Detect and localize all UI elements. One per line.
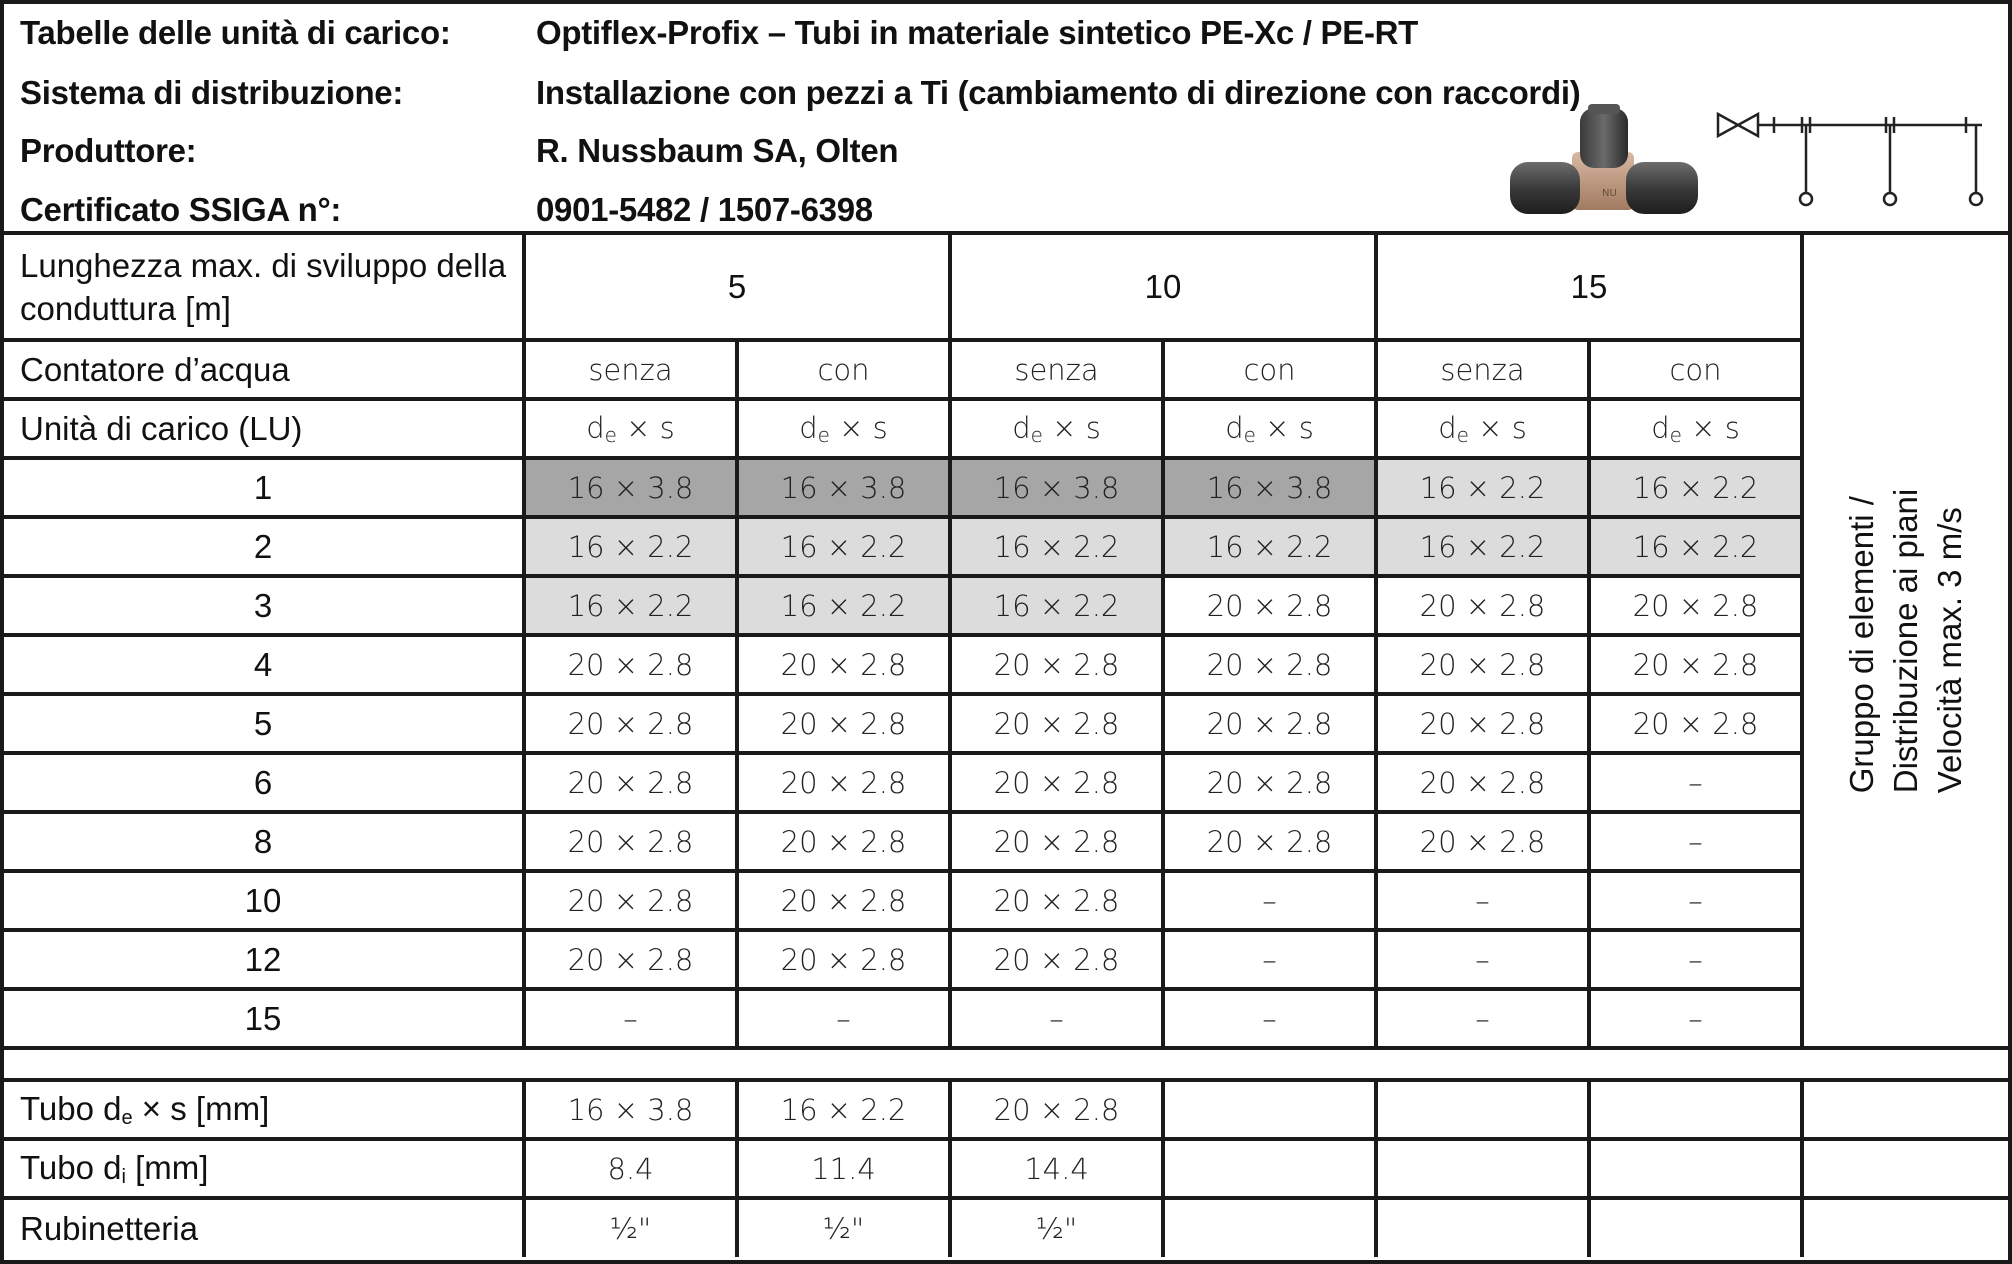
pipe-size-cell: 16 × 2.2 bbox=[1376, 458, 1589, 517]
pipe-size-cell: – bbox=[1589, 989, 1802, 1048]
fittings-cell bbox=[1589, 1198, 1802, 1257]
length-10: 10 bbox=[950, 235, 1376, 340]
pipe-size-cell: 20 × 2.8 bbox=[1163, 635, 1376, 694]
pipe-size-cell: – bbox=[737, 989, 950, 1048]
pipe-size-cell: 20 × 2.8 bbox=[737, 812, 950, 871]
pipe-size-cell: 20 × 2.8 bbox=[524, 871, 737, 930]
inner-diameter-cell bbox=[1589, 1139, 1802, 1198]
certificate-value: 0901-5482 / 1507-6398 bbox=[536, 191, 873, 228]
load-unit-value: 6 bbox=[4, 753, 524, 812]
meter-option: con bbox=[737, 340, 950, 399]
inner-diameter-cell: 11.4 bbox=[737, 1139, 950, 1198]
pipe-size-cell: 20 × 2.8 bbox=[737, 635, 950, 694]
length-15: 15 bbox=[1376, 235, 1802, 340]
table-row bbox=[4, 517, 2008, 576]
pipe-size-cell: 20 × 2.8 bbox=[737, 694, 950, 753]
side-note bbox=[1802, 235, 2008, 1048]
load-unit-value: 10 bbox=[4, 871, 524, 930]
pipe-size-cell: 20 × 2.8 bbox=[524, 812, 737, 871]
load-unit-table bbox=[4, 235, 2008, 1257]
outer-diameter-cell bbox=[1376, 1080, 1589, 1139]
outer-diameter-cell: 16 × 3.8 bbox=[524, 1080, 737, 1139]
side-note-line-2: Distribuzione ai piani bbox=[1887, 488, 1925, 793]
pipe-size-cell: 20 × 2.8 bbox=[950, 812, 1163, 871]
pipe-size-cell: 20 × 2.8 bbox=[737, 753, 950, 812]
pipe-size-cell: 16 × 2.2 bbox=[524, 517, 737, 576]
pipe-size-cell: 20 × 2.8 bbox=[1376, 694, 1589, 753]
inner-diameter-cell bbox=[1163, 1139, 1376, 1198]
producer-value: R. Nussbaum SA, Olten bbox=[536, 132, 899, 169]
pipe-size-cell: 16 × 2.2 bbox=[1376, 517, 1589, 576]
producer-label: Produttore: bbox=[20, 132, 197, 169]
fittings-label: Rubinetteria bbox=[4, 1198, 524, 1257]
outer-diameter-cell bbox=[1802, 1080, 2008, 1139]
table-row bbox=[4, 812, 2008, 871]
pipe-size-cell: – bbox=[1163, 930, 1376, 989]
pipe-size-cell: 20 × 2.8 bbox=[1376, 576, 1589, 635]
pipe-size-cell: 20 × 2.8 bbox=[950, 635, 1163, 694]
length-5: 5 bbox=[524, 235, 950, 340]
table-row bbox=[4, 576, 2008, 635]
load-unit-value: 3 bbox=[4, 576, 524, 635]
load-unit-value: 8 bbox=[4, 812, 524, 871]
system-label: Sistema di distribuzione: bbox=[20, 74, 404, 111]
pipe-size-cell: – bbox=[1163, 871, 1376, 930]
tee-fitting-icon bbox=[1504, 104, 1704, 229]
fittings-cell bbox=[1376, 1198, 1589, 1257]
pipe-size-cell: – bbox=[524, 989, 737, 1048]
pipe-size-cell: 20 × 2.8 bbox=[737, 871, 950, 930]
table-row bbox=[4, 635, 2008, 694]
pipe-size-cell: 20 × 2.8 bbox=[524, 930, 737, 989]
pipe-size-cell: 20 × 2.8 bbox=[737, 930, 950, 989]
dimension-header: $d_e \times s$ bbox=[1376, 399, 1589, 458]
load-unit-value: 4 bbox=[4, 635, 524, 694]
pipe-size-cell: 16 × 2.2 bbox=[950, 517, 1163, 576]
meter-option: senza bbox=[1376, 340, 1589, 399]
pipe-row bbox=[4, 1080, 2008, 1139]
outer-diameter-cell bbox=[1163, 1080, 1376, 1139]
pipe-size-cell: 20 × 2.8 bbox=[1589, 635, 1802, 694]
table-label: Tabelle delle unità di carico: bbox=[20, 14, 451, 51]
pipe-size-cell: – bbox=[1589, 930, 1802, 989]
pipe-size-cell: 20 × 2.8 bbox=[950, 930, 1163, 989]
pipe-size-cell: 16 × 3.8 bbox=[1163, 458, 1376, 517]
pipe-size-cell: 20 × 2.8 bbox=[1163, 576, 1376, 635]
pipe-size-cell: 20 × 2.8 bbox=[1376, 812, 1589, 871]
meter-option: senza bbox=[524, 340, 737, 399]
pipe-size-cell: 20 × 2.8 bbox=[1589, 576, 1802, 635]
outer-diameter-cell bbox=[1589, 1080, 1802, 1139]
load-unit-value: 15 bbox=[4, 989, 524, 1048]
pipe-size-cell: 20 × 2.8 bbox=[524, 753, 737, 812]
pipe-size-cell: – bbox=[950, 989, 1163, 1048]
load-unit-value: 12 bbox=[4, 930, 524, 989]
pipe-size-cell: 16 × 2.2 bbox=[1589, 458, 1802, 517]
pipe-size-cell: 16 × 2.2 bbox=[737, 576, 950, 635]
pipe-size-cell: 16 × 2.2 bbox=[737, 517, 950, 576]
meter-option: con bbox=[1589, 340, 1802, 399]
pipe-size-cell: 20 × 2.8 bbox=[950, 694, 1163, 753]
pipe-size-cell: 16 × 3.8 bbox=[524, 458, 737, 517]
svg-text:NU: NU bbox=[1602, 188, 1617, 199]
certificate-label: Certificato SSIGA n°: bbox=[20, 191, 342, 228]
dimension-header: $d_e \times s$ bbox=[1589, 399, 1802, 458]
pipe-size-cell: – bbox=[1376, 989, 1589, 1048]
pipe-size-cell: 20 × 2.8 bbox=[524, 694, 737, 753]
pipe-size-cell: 16 × 2.2 bbox=[1163, 517, 1376, 576]
pipe-size-cell: – bbox=[1376, 871, 1589, 930]
pipe-size-cell: – bbox=[1376, 930, 1589, 989]
fittings-cell: ½" bbox=[950, 1198, 1163, 1257]
outer-diameter-cell: 16 × 2.2 bbox=[737, 1080, 950, 1139]
inner-diameter-cell: 14.4 bbox=[950, 1139, 1163, 1198]
fittings-cell: ½" bbox=[524, 1198, 737, 1257]
table-row bbox=[4, 753, 2008, 812]
table-row bbox=[4, 871, 2008, 930]
pipe-size-cell: 20 × 2.8 bbox=[950, 871, 1163, 930]
inner-diameter-cell: 8.4 bbox=[524, 1139, 737, 1198]
outer-diameter-label: Tubo $d_e \times s$ [mm] bbox=[4, 1080, 524, 1139]
sheet-header bbox=[4, 4, 2008, 235]
load-unit-value: 1 bbox=[4, 458, 524, 517]
length-label: Lunghezza max. di sviluppo della conduttura [m] bbox=[4, 235, 524, 340]
pipe-row bbox=[4, 1198, 2008, 1257]
pipe-size-cell: 20 × 2.8 bbox=[1163, 694, 1376, 753]
pipe-size-cell: 16 × 3.8 bbox=[737, 458, 950, 517]
fittings-cell bbox=[1802, 1198, 2008, 1257]
pipe-size-cell: 20 × 2.8 bbox=[1376, 753, 1589, 812]
pipe-row bbox=[4, 1139, 2008, 1198]
meter-option: senza bbox=[950, 340, 1163, 399]
load-unit-value: 5 bbox=[4, 694, 524, 753]
pipe-size-cell: 20 × 2.8 bbox=[950, 753, 1163, 812]
dimension-header: $d_e \times s$ bbox=[950, 399, 1163, 458]
dimension-header: $d_e \times s$ bbox=[737, 399, 950, 458]
dimension-header: $d_e \times s$ bbox=[1163, 399, 1376, 458]
pipe-size-cell: 20 × 2.8 bbox=[524, 635, 737, 694]
meter-label: Contatore d’acqua bbox=[4, 340, 524, 399]
inner-diameter-cell bbox=[1376, 1139, 1589, 1198]
distribution-schematic-icon bbox=[1714, 110, 1996, 210]
pipe-size-cell: – bbox=[1589, 812, 1802, 871]
pipe-size-cell: 20 × 2.8 bbox=[1163, 753, 1376, 812]
pipe-size-cell: 16 × 2.2 bbox=[950, 576, 1163, 635]
meter-option: con bbox=[1163, 340, 1376, 399]
pipe-size-cell: 20 × 2.8 bbox=[1376, 635, 1589, 694]
table-spacer bbox=[4, 1048, 2008, 1080]
side-note-line-1: Gruppo di elementi / bbox=[1843, 495, 1881, 793]
pipe-size-cell: – bbox=[1163, 989, 1376, 1048]
fittings-cell bbox=[1163, 1198, 1376, 1257]
dimension-header: $d_e \times s$ bbox=[524, 399, 737, 458]
fittings-cell: ½" bbox=[737, 1198, 950, 1257]
table-row bbox=[4, 458, 2008, 517]
pipe-size-cell: – bbox=[1589, 871, 1802, 930]
inner-diameter-label: Tubo $d_i$ [mm] bbox=[4, 1139, 524, 1198]
pipe-size-cell: 20 × 2.8 bbox=[1163, 812, 1376, 871]
pipe-size-cell: 16 × 2.2 bbox=[1589, 517, 1802, 576]
pipe-size-cell: 20 × 2.8 bbox=[1589, 694, 1802, 753]
outer-diameter-cell: 20 × 2.8 bbox=[950, 1080, 1163, 1139]
table-row bbox=[4, 930, 2008, 989]
side-note-line-3: Velocità max. 3 m/s bbox=[1931, 506, 1969, 793]
pipe-size-cell: 16 × 3.8 bbox=[950, 458, 1163, 517]
lu-label: Unità di carico (LU) bbox=[4, 399, 524, 458]
system-value: Installazione con pezzi a Ti (cambiamento di direzione con raccordi) bbox=[536, 74, 1581, 111]
inner-diameter-cell bbox=[1802, 1139, 2008, 1198]
table-row bbox=[4, 989, 2008, 1048]
table-value: Optiflex-Profix – Tubi in materiale sintetico PE-Xc / PE-RT bbox=[536, 14, 1419, 51]
table-row bbox=[4, 694, 2008, 753]
pipe-size-cell: 16 × 2.2 bbox=[524, 576, 737, 635]
load-unit-value: 2 bbox=[4, 517, 524, 576]
pipe-size-cell: – bbox=[1589, 753, 1802, 812]
